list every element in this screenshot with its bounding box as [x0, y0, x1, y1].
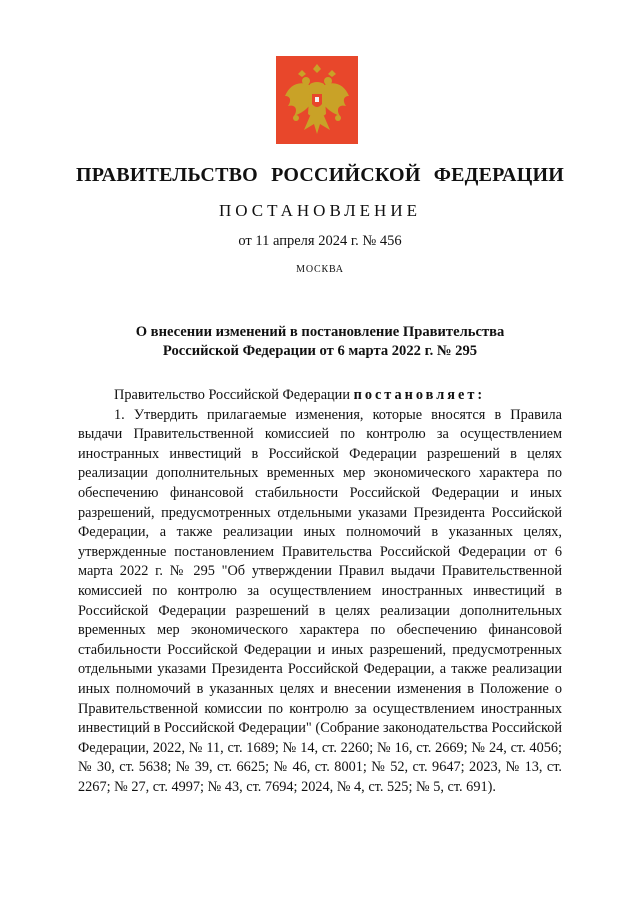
paragraph-1: 1. Утвердить прилагаемые изменения, которые вносятся в Правила выдачи Правительственной комиссией по контролю за осуществлением иностранных инвестиций в Российской Федерации разрешений в целях реализации дополнительных временных мер экономического характера по обеспечению финансовой стабильности Российской Федерации и иных разрешений, предусмотренных отдельными указами Президента Российской Федерации, а также реализации иных полномочий в указанных целях, утвержденные постановлением Правительства Российской Федерации от 6 марта 2022 г. № 295 "Об утверждении Правил выдачи Правительственной комиссией по контролю за осуществлением иностранных инвестиций в Российской Федерации разрешений в целях реализации дополнительных временных мер экономического характера по обеспечению финансовой стабильности Российской Федерации и иных разрешений, предусмотренных отдельными указами Президента Российской Федерации, а также реализации иных полномочий в указанных целях и внесении изменения в Положение о Правительственной комиссии по контролю за осуществлением иностранных инвестиций в Российской Федерации" (Собрание законодательства Российской Федерации, 2022, № 11, ст. 1689; № 14, ст. 2260; № 16, ст. 2669; № 24, ст. 4056; № 30, ст. 5638; № 39, ст. 6625; № 46, ст. 8001; № 52, ст. 9647; 2023, № 13, ст. 2267; № 27, ст. 4997; № 43, ст. 7694; 2024, № 4, ст. 525; № 5, ст. 691). [78, 406, 562, 795]
document-body [78, 386, 562, 797]
coat-of-arms-emblem [276, 56, 358, 144]
intro-action: постановляет: [353, 387, 486, 403]
document-date-number: от 11 апреля 2024 г. № 456 [238, 233, 402, 249]
intro-paragraph [78, 386, 562, 406]
document-type: ПОСТАНОВЛЕНИЕ [218, 201, 421, 220]
document-subject [0, 323, 640, 361]
double-headed-eagle-icon [276, 56, 358, 144]
issuing-city: МОСКВА [296, 264, 344, 275]
intro-text: Правительство Российской Федерации [114, 387, 354, 403]
subject-line-1: О внесении изменений в постановление Правительства [135, 324, 505, 340]
subject-line-2: Российской Федерации от 6 марта 2022 г. № 295 [162, 343, 478, 359]
government-title: ПРАВИТЕЛЬСТВО РОССИЙСКОЙ ФЕДЕРАЦИИ [76, 164, 564, 186]
